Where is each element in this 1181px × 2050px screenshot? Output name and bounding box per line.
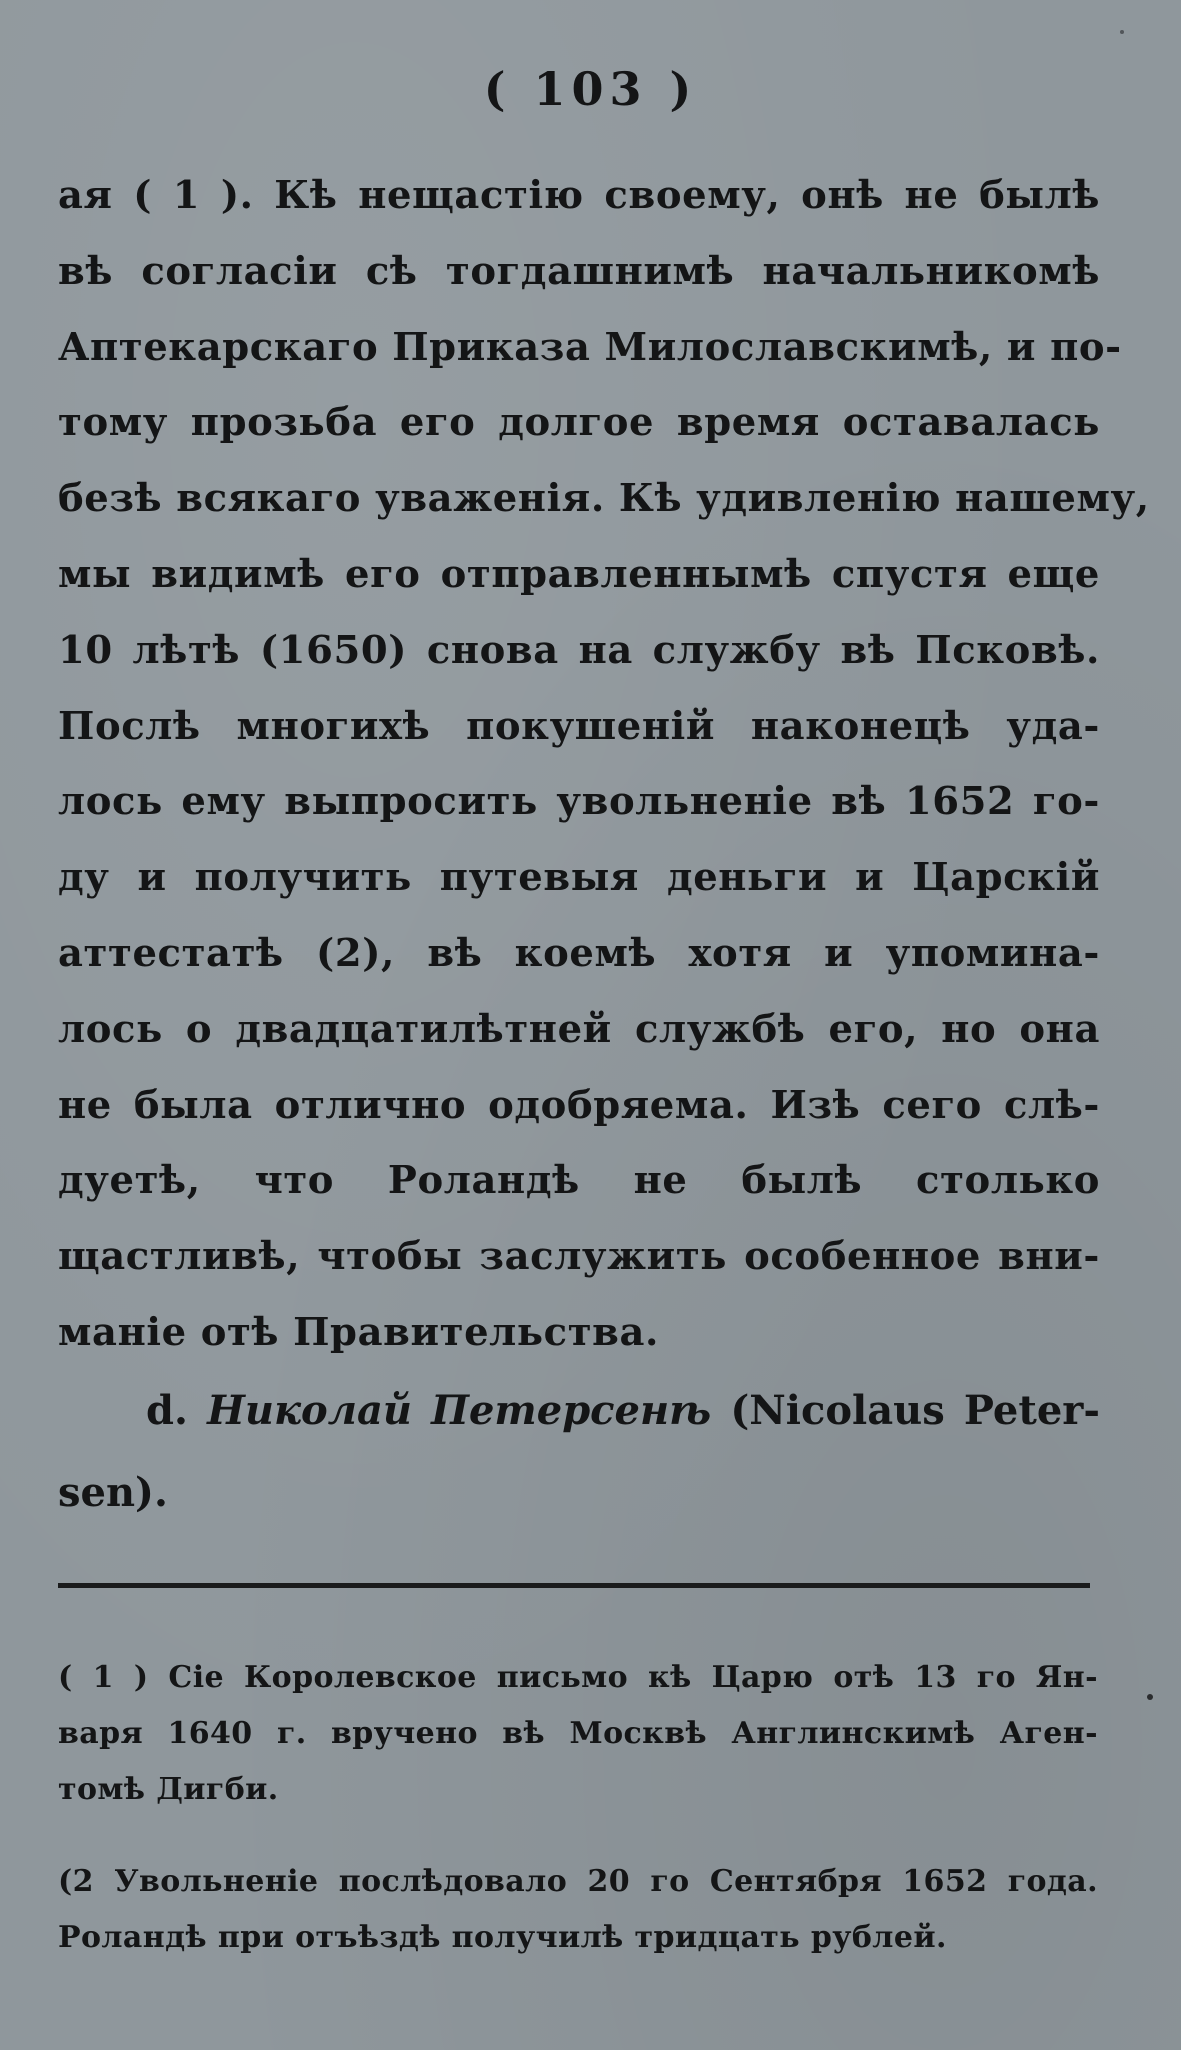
text-line: ая ( 1 ). Кѣ нещастію своему, онѣ не былѣ [58, 173, 1100, 218]
main-text-block [58, 158, 1150, 1371]
text-line: мы видимѣ его отправленнымѣ спустя еще [58, 551, 1100, 597]
section-heading [58, 1370, 1100, 1534]
text-line: тому прозьба его долгое время оставалась [58, 400, 1100, 446]
section-letter: d. [146, 1387, 188, 1434]
text-line: безѣ всякаго уваженія. Кѣ удивленію нашему, [58, 476, 1150, 522]
footnote-line: ( 1 ) Сіе Королевское письмо кѣ Царю отѣ 13 го Ян- [58, 1660, 1098, 1695]
person-name-latin: (Nicolaus Peter- [730, 1387, 1100, 1434]
text-line: 10 лѣтѣ (1650) снова на службу вѣ Псковѣ. [58, 627, 1100, 673]
page-number: ( 103 ) [483, 62, 698, 116]
text-line: Послѣ многихѣ покушеній наконецѣ уда- [58, 703, 1100, 749]
text-line: лось ему выпросить увольненіе вѣ 1652 го- [58, 779, 1100, 825]
text-line: дуетѣ, что Роландѣ не былѣ столько [58, 1158, 1100, 1204]
footnotes-block [58, 1650, 1098, 1966]
text-line: вѣ согласіи сѣ тогдашнимѣ начальникомѣ [58, 248, 1100, 294]
text-line: ду и получить путевыя деньги и Царскій [58, 855, 1100, 901]
paper-speck [1147, 1694, 1153, 1700]
person-name-latin-continued: sen). [58, 1469, 168, 1516]
footnote-spacer [58, 1818, 1098, 1854]
footnote-1 [58, 1650, 1098, 1818]
text-line: аттестатѣ (2), вѣ коемѣ хотя и упомина- [58, 930, 1100, 976]
text-line: лось о двадцатилѣтней службѣ его, но она [58, 1006, 1100, 1052]
paper-speck [1120, 30, 1124, 34]
footnote-line: Роландѣ при отъѣздѣ получилѣ тридцать рублей. [58, 1920, 947, 1955]
section-heading-line [58, 1370, 1100, 1452]
text-line: щастливѣ, чтобы заслужить особенное вни- [58, 1234, 1100, 1280]
section-heading-line [58, 1452, 1100, 1534]
footnote-line: томѣ Дигби. [58, 1772, 279, 1807]
person-name-russian: Николай Петерсенѣ [207, 1387, 712, 1434]
footnote-line: (2 Увольненіе послѣдовало 20 го Сентября 1652 года. [58, 1864, 1098, 1899]
footnote-2 [58, 1854, 1098, 1966]
text-line: не была отлично одобряема. Изѣ сего слѣ- [58, 1082, 1100, 1128]
text-line: маніе отѣ Правительства. [58, 1309, 660, 1355]
footnote-divider [58, 1583, 1090, 1588]
footnote-line: варя 1640 г. вручено вѣ Москвѣ Англинскимѣ Аген- [58, 1716, 1098, 1751]
text-line: Аптекарскаго Приказа Милославскимѣ, и по- [58, 324, 1122, 370]
